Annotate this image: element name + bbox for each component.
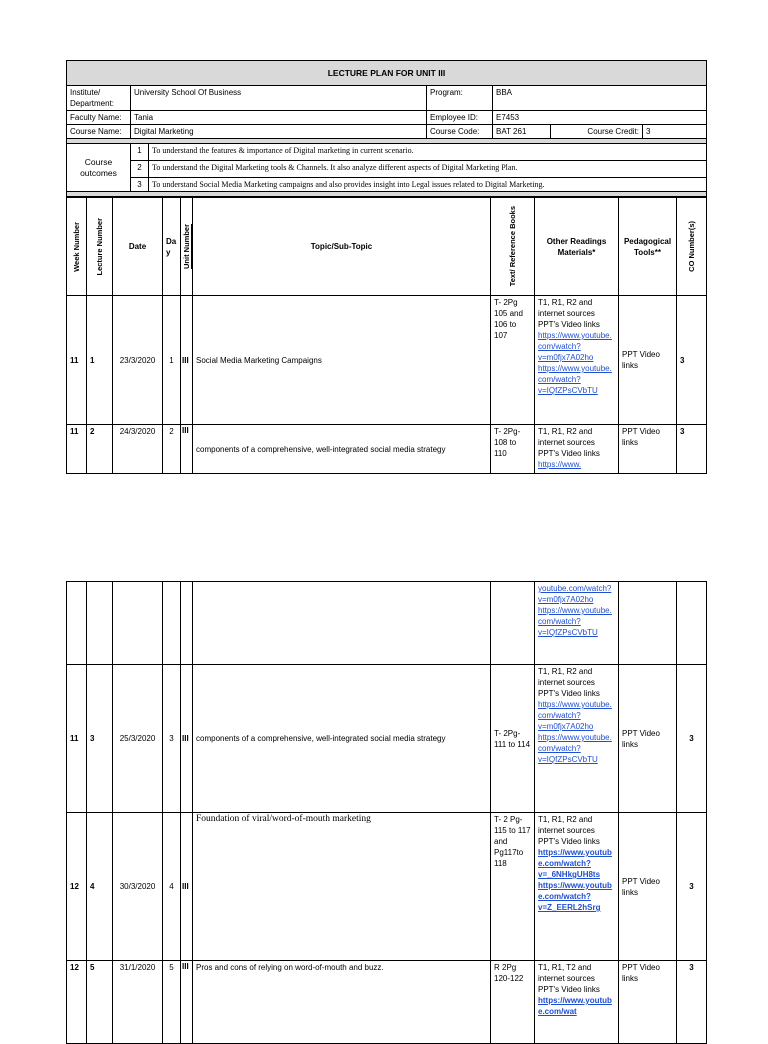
video-link[interactable]: https://www.: [538, 460, 582, 469]
unit-number-header: Unit Number: [182, 224, 191, 269]
outcome-text: To understand the Digital Marketing tools & Channels. It also analyze different aspects of Digital Marketing Plan.: [149, 161, 707, 178]
video-link[interactable]: https://www.youtube.com/wat: [538, 996, 612, 1016]
outcome-number: 3: [131, 178, 149, 192]
lecture-schedule-table: [66, 197, 707, 474]
program-label: Program:: [427, 86, 493, 111]
course-code-value: BAT 261: [493, 125, 551, 139]
course-name-value: Digital Marketing: [131, 125, 427, 139]
outcome-number: 2: [131, 161, 149, 178]
page-2: [0, 581, 768, 1044]
day-header: Da y: [163, 198, 181, 296]
table-row: [67, 582, 707, 665]
page-title: LECTURE PLAN FOR UNIT III: [67, 61, 707, 86]
readings-header: Other Readings Materials*: [535, 198, 619, 296]
course-outcomes-label: Course outcomes: [67, 144, 131, 192]
table-row: 12 4 30/3/2020 4 III Foundation of viral/word-of-mouth marketing T- 2 Pg-115 to 117 and Pg117to 118 T1, R1, R2 and internet sources PPT's Video links https://www.youtube.com/watch?v=_6NHkgUH8ts https://www.youtube.com/watch?v=Z_EERL2hSrg PPT Video links 3: [67, 813, 707, 961]
course-name-label: Course Name:: [67, 125, 131, 139]
video-link[interactable]: youtube.com/watch?v=m0fjx7A02ho https://www.youtube.com/watch?v=IQfZPsCVbTU: [538, 584, 612, 637]
outcome-text: To understand Social Media Marketing campaigns and also provides insight into Legal issues related to Digital Marketing.: [149, 178, 707, 192]
table-row: 11 2 24/3/2020 2 III components of a comprehensive, well-integrated social media strategy T- 2Pg-108 to 110 T1, R1, R2 and internet sources PPT's Video links https://www. PPT Video links 3: [67, 425, 707, 474]
employee-label: Employee ID:: [427, 111, 493, 125]
text-reference-header: Text/ Reference Books: [508, 206, 517, 287]
table-row: 11 1 23/3/2020 1 III Social Media Marketing Campaigns T- 2Pg 105 and 106 to 107 T1, R1, R2 and internet sources PPT's Video links https://www.youtube.com/watch?v=m0fjx7A02ho https://www.youtube.com/watch?v=IQfZPsCVbTU PPT Video links 3: [67, 296, 707, 425]
divider: [67, 192, 707, 197]
faculty-value: Tania: [131, 111, 427, 125]
lecture-schedule-table-continued: [66, 581, 707, 1044]
course-credit-label: Course Credit:: [551, 125, 643, 139]
topic-header: Topic/Sub-Topic: [193, 198, 491, 296]
table-row: 12 5 31/1/2020 5 III Pros and cons of relying on word-of-mouth and buzz. R 2Pg 120-122 T1, R1, T2 and internet sources PPT's Video links https://www.youtube.com/wat PPT Video links 3: [67, 961, 707, 1044]
institute-value: University School Of Business: [131, 86, 427, 111]
video-link[interactable]: https://www.youtube.com/watch?v=m0fjx7A02ho https://www.youtube.com/watch?v=IQfZPsCVbTU: [538, 331, 612, 395]
date-header: Date: [113, 198, 163, 296]
lecture-plan-header-table: [66, 60, 707, 197]
video-link[interactable]: https://www.youtube.com/watch?v=_6NHkgUH8ts https://www.youtube.com/watch?v=Z_EERL2hSrg: [538, 848, 612, 912]
video-link[interactable]: https://www.youtube.com/watch?v=m0fjx7A02ho https://www.youtube.com/watch?v=IQfZPsCVbTU: [538, 700, 612, 764]
page-1: [0, 60, 768, 474]
faculty-label: Faculty Name:: [67, 111, 131, 125]
outcome-number: 1: [131, 144, 149, 161]
week-number-header: Week Number: [72, 221, 81, 272]
lecture-number-header: Lecture Number: [95, 217, 104, 276]
institute-label: Institute/ Department:: [67, 86, 131, 111]
tools-header: Pedagogical Tools**: [619, 198, 677, 296]
outcome-text: To understand the features & importance of Digital marketing in current scenario.: [149, 144, 707, 161]
table-row: 11 3 25/3/2020 3 III components of a comprehensive, well-integrated social media strategy T- 2Pg-111 to 114 T1, R1, R2 and internet sources PPT's Video links https://www.youtube.com/watch?v=m0fjx7A02ho https://www.youtube.com/watch?v=IQfZPsCVbTU PPT Video links 3: [67, 665, 707, 813]
course-code-label: Course Code:: [427, 125, 493, 139]
co-number-header: CO Number(s): [687, 221, 696, 272]
column-header-row: [67, 198, 707, 296]
employee-value: E7453: [493, 111, 707, 125]
program-value: BBA: [493, 86, 707, 111]
course-credit-value: 3: [643, 125, 707, 139]
